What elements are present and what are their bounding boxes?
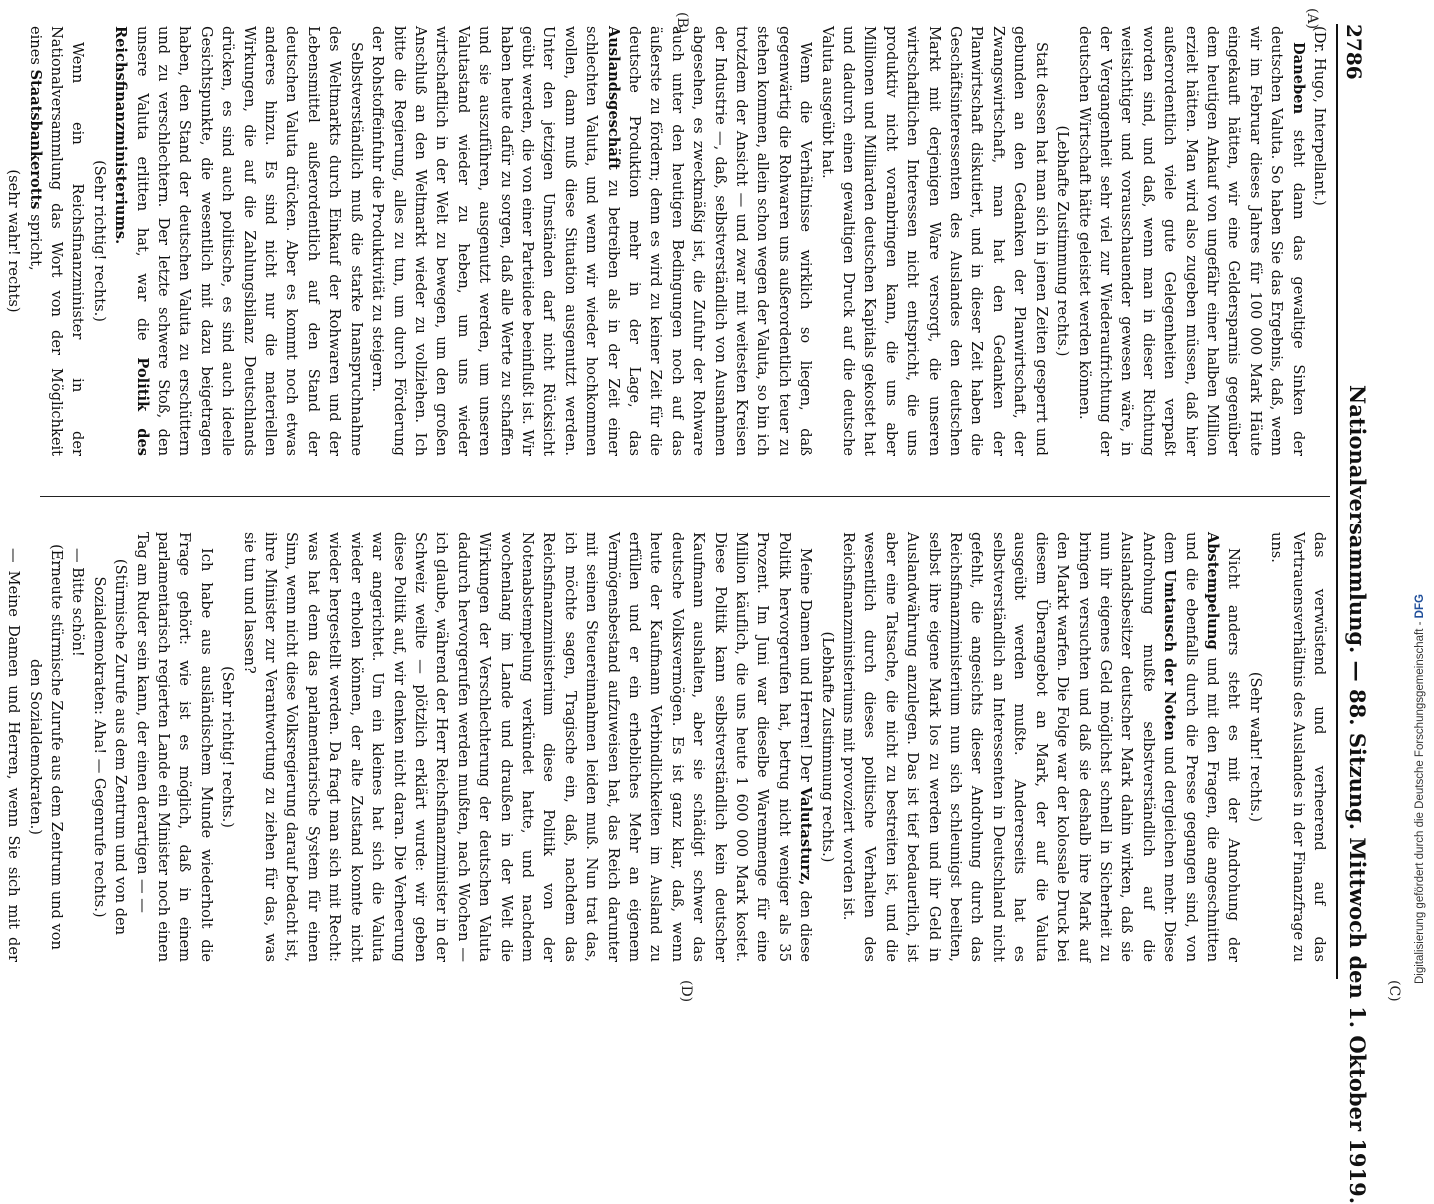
paragraph: — Meine Damen und Herren, wenn Sie sich mit der	[5, 548, 23, 962]
bold-term: Staatsbankerotts	[26, 69, 44, 210]
paragraph: Statt dessen hat man sich in jenen Zeiten gesperrt und gebunden an den Gedanken der Planwirtschaft, der Zwangswirtschaft, man hat den Gedanken der Planwirtschaft diskutiert, und in dieser Zeit haben die Geschäftsinteressenten des Auslandes den deutschen Markt mit derjenigen Ware versorgt, die unseren wirtschaftlichen Interessen nicht entspricht, die uns produktiv nicht voranbringen kann, die uns aber Millionen und Milliarden deutschen Kapitals gekostet hat und dadurch einen gewaltigen Druck auf die deutsche Valuta ausgeübt hat.	[818, 26, 1050, 456]
paragraph-text: Meine Damen und Herren! Der	[797, 548, 815, 782]
paragraph-text: den diese Politik hervorgerufen hat, betrug nicht weniger als 35 Prozent. Im Juni war dieselbe Warenmenge für eine Million käuflich, die uns heute 1 600 000 Mark kostet. Diese Politik kann selbstverständlich kein deutscher Kaufmann aushalten, aber sie schädigt schwer das deutsche Volksvermögen. Es ist ganz klar, daß, wenn heute der Kaufmann Verbindlichkeiten im Ausland zu erfüllen und er ein erhebliches Mehr an eigenem Vermögensbestand aufzuweisen hat, das Reich darunter mit seinen Steuereinnahmen leiden muß. Nun trat das, ich möchte sagen, Tragische ein, daß, nachdem das Reichsfinanzministerium diese Politik von der Notenabstempelung verkündet hatte, und nachdem wochenlang im Lande und draußen in der Welt die Wirkungen der Verschlechterung der deutschen Valuta dadurch hervorgerufen werden mußten, nach Wochen — ich glaube, während der Herr Reichsfinanzminister in der Schweiz weilte — plötzlich erklärt wurde: wir geben diese Politik auf, wir denken nicht daran. Die Verheerung war angerichtet. Um ein kleines hat sich die Valuta wieder erholen können, der alte Zustand konnte nicht wieder hergestellt werden. Da fragt man sich mit Recht: was hat denn das parlamentarische System für einen Sinn, wenn nicht diese Volksregierung darauf bedacht ist, ihre Minister zur Verantwortung zu ziehen für das, was sie tun und lassen?	[240, 532, 815, 962]
interjection: (Lebhafte Zustimmung rechts.)	[1054, 125, 1072, 357]
paragraph	[24, 26, 88, 456]
credit-text: Digitalisierung gefördert durch die Deutsche Forschungsgemeinschaft -	[1414, 621, 1426, 984]
paragraph	[238, 532, 816, 962]
paragraph: — Bitte schön!	[69, 548, 87, 657]
text-column-right	[5, 532, 1330, 963]
speaker-line: (Dr. Hugo, Interpellant.)	[1311, 26, 1328, 206]
interjection: (sehr wahr! rechts)	[5, 169, 23, 313]
paragraph-text: zu betreiben als in der Zeit einer schlechten Valuta, und wenn wir wieder hochkommen wollen, dann muß diese Situation ausgenutzt werden. Unter den jetzigen Umständen darf nicht Rücksicht geübt werden, die von einer Parteiidee beeinflußt ist. Wir haben heute dafür zu sorgen, daß alle Werte zu schaffen und sie auszuführen, ausgenutzt werden, um unseren Valutastand wieder zu heben, um uns wieder wirtschaftlich in der Welt zu bewegen, um den großen Anschluß an den Weltmarkt wieder zu vollziehen. Ich bitte die Regierung, alles zu tun, um durch Förderung der Rohstoffeinfuhr die Produktivität zu steigern.	[369, 26, 622, 456]
margin-mark-c: (C)	[1386, 980, 1402, 1002]
bold-term: Politik des Reichsfinanzministeriums.	[112, 26, 151, 456]
interjection: (Sehr richtig! rechts.)	[90, 160, 108, 322]
margin-mark-a: (A)	[1304, 8, 1320, 30]
interjection: (Sehr wahr! rechts.)	[1246, 671, 1264, 823]
page-title: Nationalversammlung. — 88. Sitzung. Mittwoch den 1. Oktober 1919.	[1345, 385, 1370, 1204]
paragraph	[0, 26, 3, 456]
paragraph	[110, 26, 367, 456]
interjection: (Lebhafte Zustimmung rechts.)	[818, 631, 836, 863]
paragraph	[367, 26, 817, 456]
page-number: 2786	[1342, 24, 1366, 80]
paragraph-text: Wenn die Verhältnisse wirklich so liegen, daß gegenwärtig die Rohwaren uns außerordentlich teuer zu stehen kommen, allein schon wegen der Valuta, so bin ich trotzdem der Ansicht — und zwar mit weitesten Kreisen der Industrie —, daß, selbstverständlich von Ausnahmen abgesehen, es zweckmäßig ist, die Zufuhr der Rohware auch unter den heutigen Bedingungen noch auf das äußerste zu fördern; denn es wird zu keiner Zeit für die deutsche Produktion mehr in der Lage, das	[626, 26, 815, 456]
interjection: (Erneute stürmische Zurufe aus dem Zentrum und von den Sozialdemokraten.)	[26, 544, 66, 950]
text-column-left	[5, 26, 1330, 456]
bold-term: Valutasturz,	[797, 787, 815, 886]
margin-mark-d: (D)	[678, 980, 694, 1003]
paragraph-text: steht dann das gewaltige Sinken der deutschen Valuta. So haben Sie das Ergebnis, daß, wenn wir im Februar dieses Jahres für 100 000 Mark Häute eingekauft hätten, wir eine Geldersparnis gegenüber dem heutigen Ankauf von ungefähr einer halben Million erzielt hätten. Man wird also zugeben müssen, daß hier außerordentlich viele gute Gelegenheiten verpaßt worden sind, und daß, wenn man in dieser Richtung weitsichtiger und vorausschauender gewesen wäre, in der Vergangenheit sehr viel zur Wiederaufrichtung der deutschen Wirtschaft hätte geleistet werden können.	[1075, 26, 1307, 456]
margin-mark-b: (B)	[674, 12, 690, 34]
digitization-credit	[1414, 594, 1426, 984]
interjection: (Sehr richtig! rechts.)	[219, 666, 237, 828]
paragraph-text: Selbstverständlich muß die starke Inanspruchnahme des Weltmarkts durch Einkauf der Rohwaren und der Lebensmittel außerordentlich auf den Stand der deutschen Valuta drücken. Aber es kommt noch etwas anderes hinzu. Es sind nicht nur die materiellen Wirkungen, die auf die Zahlungsbilanz Deutschlands drücken, es sind auch politische, es sind auch ideelle Gesichtspunkte, die wesentlich mit dazu beigetragen haben, den Stand der deutschen Valuta zu erschüttern und zu verschlechtern. Der letzte schwere Stoß, den unsere Valuta erlitten hat, war die	[133, 26, 365, 456]
paragraph	[838, 532, 1245, 962]
bold-term: Auslandsgeschäft	[604, 26, 622, 170]
paragraph: das verwüstend und verheerend auf das Vertrauensverhältnis des Auslandes in der Finanzfrage zu uns.	[1268, 532, 1328, 962]
bold-term: Umtausch der Noten	[1161, 569, 1179, 741]
paragraph-text: und dergleichen mehr. Diese Androhung mußte selbstverständlich auf die Auslandsbesitzer deutscher Mark dahin wirken, daß sie nun ihr eigenes Geld möglichst schnell in Sicherheit zu bringen versuchten und daß sie deshalb ihre Mark auf den Markt warfen. Die Folge war der kolossale Druck bei diesem Überangebot an Mark, der auf die Valuta ausgeübt werden mußte. Andererseits hat es selbstverständlich an Interessenten in Deutschland nicht gefehlt, die angesichts dieser Androhung durch das Reichsfinanzministerium nun sich schleunigst beeilten, selbst ihre eigene Mark los zu werden und ihr Geld in Auslandwährung anzulegen. Das ist tief bedauerlich, ist aber eine Tatsache, die nicht zu bestreiten ist, und die wesentlich durch dieses politische Verhalten des Reichsfinanzministeriums mit provoziert worden ist.	[840, 532, 1179, 963]
paragraph-text: spricht,	[26, 214, 44, 271]
bold-term: Abstempelung	[1203, 532, 1221, 650]
header-rule	[1336, 24, 1338, 979]
interjection: (Stürmische Zurufe aus dem Zentrum und von den Sozialdemokraten: Aha! — Gegenrufe rechts.)	[90, 558, 130, 936]
paragraph-text: Nicht anders steht es mit der Androhung der	[1225, 548, 1243, 962]
paragraph-text: Wenn ein Reichsfinanzminister in der Nationalversammlung das Wort von der Möglichkeit eines	[26, 26, 87, 456]
dfg-logo: DFG	[1414, 594, 1426, 619]
paragraph-text: und mit den Fragen, die angeschnitten und die ebenfalls durch die Presse gegangen sind, von dem	[1161, 532, 1221, 962]
bold-term: Daneben	[1289, 42, 1307, 115]
column-divider	[40, 496, 1330, 497]
paragraph	[1073, 26, 1308, 456]
paragraph: Ich habe aus ausländischem Munde wiederholt die Frage gehört: wie ist es möglich, daß in einem parlamentarisch regierten Lande ein Minister noch einen Tag am Ruder sein kann, der einen derartigen — —	[133, 532, 215, 962]
